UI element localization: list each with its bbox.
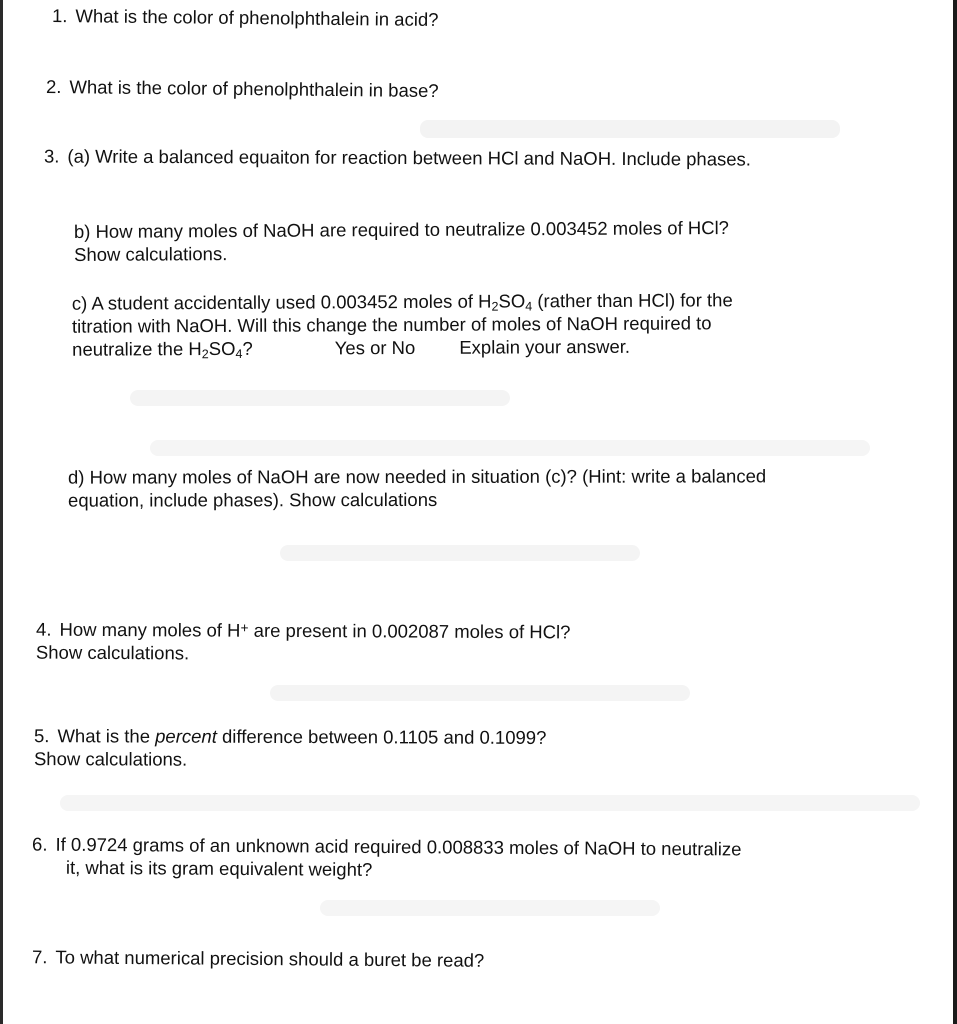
question-text: To what numerical precision should a buret be read?: [55, 946, 485, 971]
page-edge-left: [0, 0, 3, 1024]
bleed-through-shade: [60, 795, 920, 811]
question-text: What is the color of phenolphthalein in base?: [69, 76, 439, 102]
question-text-line-1: d) How many moles of NaOH are now needed in situation (c)? (Hint: write a balanced: [67, 465, 767, 488]
page-edge-right: [953, 0, 957, 1024]
question-5: 5. What is the percent difference between 0.1105 and 0.1099? Show calculations.: [34, 724, 547, 772]
question-number: 7.: [31, 946, 48, 968]
bleed-through-shade: [420, 120, 840, 138]
bleed-through-shade: [270, 685, 690, 701]
yes-or-no-option: Yes or No: [334, 336, 416, 359]
question-text-line-3: neutralize the $H_2SO_4$? Yes or No Explain your answer.: [72, 335, 631, 362]
bleed-through-shade: [280, 545, 640, 561]
explain-prompt: Explain your answer.: [459, 335, 631, 358]
question-2: [46, 75, 439, 102]
bleed-through-shade: [320, 900, 660, 916]
question-number: 4.: [36, 618, 52, 640]
question-3d: [68, 464, 766, 511]
question-3c: [72, 288, 733, 360]
question-text-line-2: Show calculations.: [35, 641, 190, 664]
question-number: 3.: [43, 145, 60, 167]
emphasis-percent: percent: [155, 725, 217, 747]
question-3b: [74, 216, 729, 266]
bleed-through-shade: [130, 390, 510, 406]
question-text-line-2: it, what is its gram equivalent weight?: [65, 856, 373, 880]
question-number: 6.: [32, 833, 48, 855]
question-7: [32, 945, 484, 972]
question-text-line-2: Show calculations.: [74, 243, 228, 266]
question-number: 2.: [45, 75, 62, 98]
question-number: 1.: [51, 4, 68, 27]
question-text: What is the color of phenolphthalein in acid?: [75, 5, 439, 31]
question-text-line-2: Show calculations.: [33, 748, 188, 770]
question-text-line-2: titration with NaOH. Will this change the number of moles of NaOH required to: [71, 312, 712, 337]
question-3a: [44, 144, 751, 170]
question-text-line-1: c) A student accidentally used 0.003452 moles of $H_2SO_4$ (rather than HCl) for the: [71, 289, 733, 314]
question-text-line-2: equation, include phases). Show calculations: [68, 488, 438, 511]
question-number: 5.: [34, 725, 50, 747]
bleed-through-shade: [150, 440, 870, 456]
question-6: 6. If 0.9724 grams of an unknown acid required 0.008833 moles of NaOH to neutralize it, what is its gram equivalent weight?: [32, 833, 742, 884]
question-text: (a) Write a balanced equaiton for reaction between HCl and NaOH. Include phases.: [67, 145, 751, 170]
question-4: 4. How many moles of H+ are present in 0.002087 moles of HCl? Show calculations.: [36, 618, 571, 667]
question-text-line-1: b) How many moles of NaOH are required to neutralize 0.003452 moles of HCl?: [73, 216, 730, 243]
question-1: [52, 4, 439, 31]
